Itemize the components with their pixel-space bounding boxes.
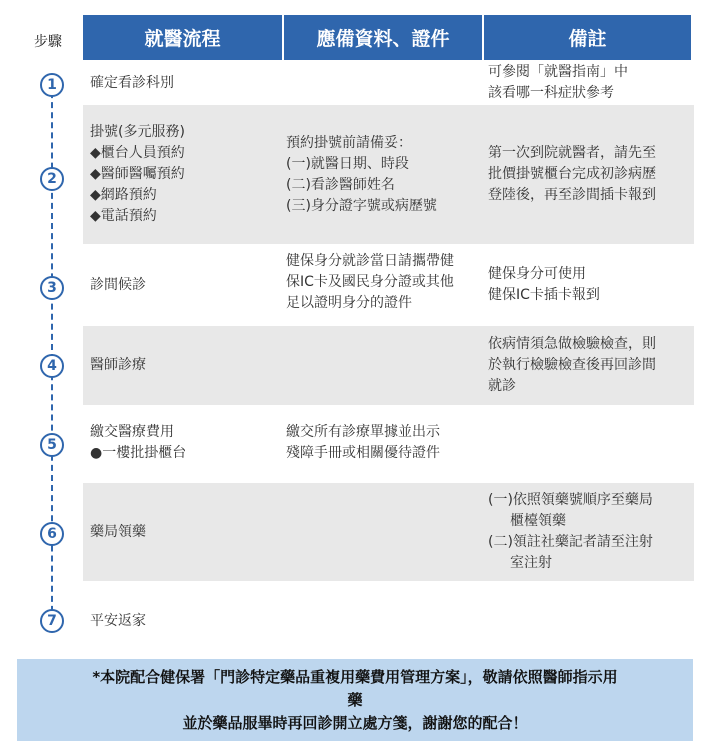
note-text: 第一次到院就醫者，請先至	[488, 145, 656, 161]
process-text: 診間候診	[90, 276, 146, 293]
note-text: 室注射	[510, 555, 552, 571]
step-row-3	[83, 245, 694, 325]
note-text: 於執行檢驗檢查後再回診間	[488, 357, 656, 373]
step-row-2	[83, 105, 694, 244]
process-bullet: ◆櫃台人員預約	[90, 145, 185, 161]
step-number-6: 6	[40, 522, 64, 546]
note-text: (二)領註社藥記者請至注射	[488, 534, 653, 550]
header-process: 就醫流程	[83, 15, 282, 60]
header-notes: 備註	[482, 15, 691, 60]
step-number-4: 4	[40, 354, 64, 378]
steps-column-label: 步驟	[34, 34, 62, 50]
footer-line: 藥	[347, 690, 363, 709]
note-text: 健保身分可使用	[488, 266, 586, 282]
step-row-1	[83, 62, 694, 104]
note-text: (一)依照領藥號順序至藥局	[488, 492, 653, 508]
process-text: 藥局領藥	[90, 523, 146, 540]
note-text: 健保IC卡插卡報到	[488, 287, 600, 303]
document-text: 保IC卡及國民身分證或其他	[286, 274, 454, 290]
step-row-6	[83, 483, 694, 581]
document-text: 殘障手冊或相關優待證件	[286, 445, 440, 461]
step-number-7: 7	[40, 609, 64, 633]
document-text: (一)就醫日期、時段	[286, 155, 409, 172]
step-row-5	[83, 406, 694, 482]
step-number-3: 3	[40, 276, 64, 300]
step-number-2: 2	[40, 167, 64, 191]
document-text: 健保身分就診當日請攜帶健	[286, 253, 454, 269]
header-documents: 應備資料、證件	[282, 15, 482, 60]
document-text: 足以證明身分的證件	[286, 295, 412, 311]
process-bullet: ●一樓批掛櫃台	[90, 445, 187, 461]
note-text: 依病情須急做檢驗檢查，則	[488, 336, 656, 352]
note-text: 就診	[488, 378, 516, 394]
process-text: 掛號(多元服務)	[90, 124, 185, 140]
footer-line: 並於藥品服畢時再回診開立處方箋，謝謝您的配合！	[182, 713, 528, 732]
document-text: 繳交所有診療單據並出示	[286, 424, 440, 440]
document-text: 預約掛號前請備妥：	[286, 134, 412, 151]
process-bullet: ◆網路預約	[90, 187, 157, 203]
note-text: 櫃檯領藥	[510, 513, 566, 529]
footer-notice	[17, 659, 693, 741]
note-text: 該看哪一科症狀參考	[488, 85, 614, 101]
document-text: (二)看診醫師姓名	[286, 176, 395, 193]
note-text: 登陸後，再至診間插卡報到	[488, 187, 656, 203]
note-text: 批價掛號櫃台完成初診病歷	[488, 166, 656, 182]
document-text: (三)身分證字號或病歷號	[286, 197, 437, 214]
process-bullet: ◆醫師醫囑預約	[90, 166, 185, 182]
step-row-4	[83, 326, 694, 405]
process-text: 繳交醫療費用	[90, 424, 174, 440]
footer-line: *本院配合健保署「門診特定藥品重複用藥費用管理方案」，敬請依照醫師指示用	[92, 667, 618, 686]
step-number-1: 1	[40, 73, 64, 97]
process-text: 確定看診科別	[90, 74, 174, 91]
step-number-5: 5	[40, 433, 64, 457]
process-text: 平安返家	[90, 612, 146, 629]
process-text: 醫師診療	[90, 357, 146, 373]
process-bullet: ◆電話預約	[90, 208, 157, 224]
step-row-7	[83, 600, 694, 642]
note-text: 可參閱「就醫指南」中	[488, 64, 628, 80]
table-header	[83, 15, 691, 60]
